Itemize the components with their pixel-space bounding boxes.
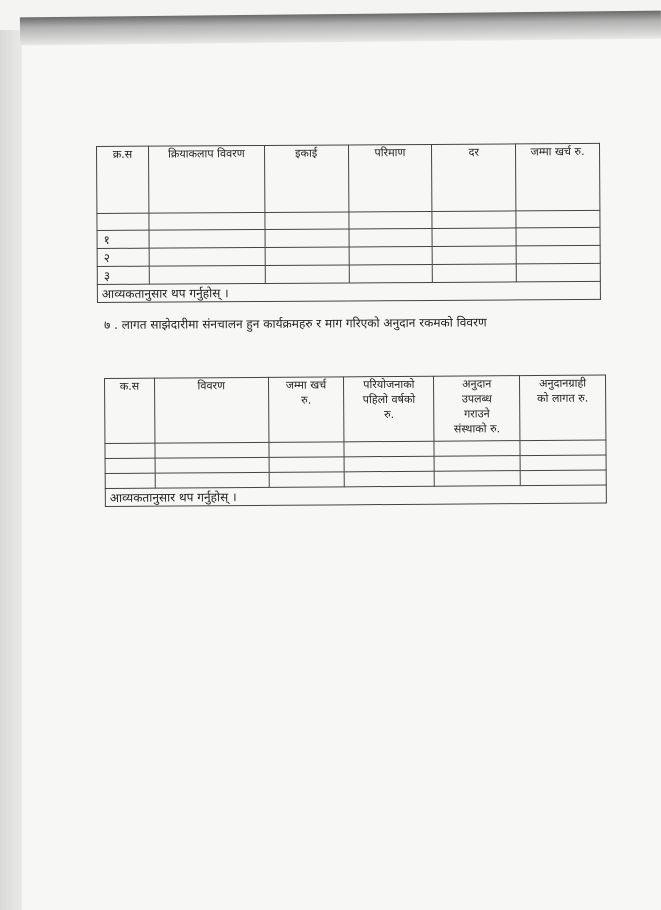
- header-project-first-year: परियोजनाको पहिलो वर्षको रु.: [344, 376, 434, 442]
- table-note-row: [105, 485, 606, 506]
- section-7-heading: ७ . लागत साझेदारीमा संनचालन हुन कार्यक्रमहरु र माग गरिएको अनुदान रकमको विवरण: [104, 315, 487, 332]
- cost-sharing-table: [104, 374, 607, 507]
- row-number: २: [97, 248, 149, 266]
- row-number: १: [97, 230, 149, 248]
- activity-cost-table: [96, 143, 601, 303]
- header-grant-provider: अनुदान उपलब्ध गराउने संस्थाको रु.: [434, 376, 520, 442]
- header-sn: क.स: [105, 378, 155, 443]
- add-more-note: आव्यकतानुसार थप गर्नुहोस् ।: [97, 281, 600, 302]
- header-total: जम्मा खर्च रु.: [516, 143, 600, 211]
- header-recipient-cost: अनुदानग्राही को लागत रु.: [520, 375, 606, 441]
- table-note-row: [97, 281, 600, 302]
- header-unit: इकाई: [264, 145, 348, 213]
- header-description: विवरण: [154, 377, 268, 443]
- table-header-row: [105, 375, 606, 443]
- add-more-note: आव्यकतानुसार थप गर्नुहोस् ।: [105, 485, 606, 506]
- header-quantity: परिमाण: [348, 144, 432, 212]
- header-sn: क्र.स: [97, 146, 149, 213]
- table-header-row: [97, 143, 600, 213]
- header-total-cost: जम्मा खर्च रु.: [268, 377, 344, 443]
- row-number: ३: [97, 266, 149, 284]
- header-rate: दर: [432, 144, 516, 212]
- row-spacer: [97, 213, 149, 230]
- header-activity: क्रियाकलाप विवरण: [148, 145, 264, 213]
